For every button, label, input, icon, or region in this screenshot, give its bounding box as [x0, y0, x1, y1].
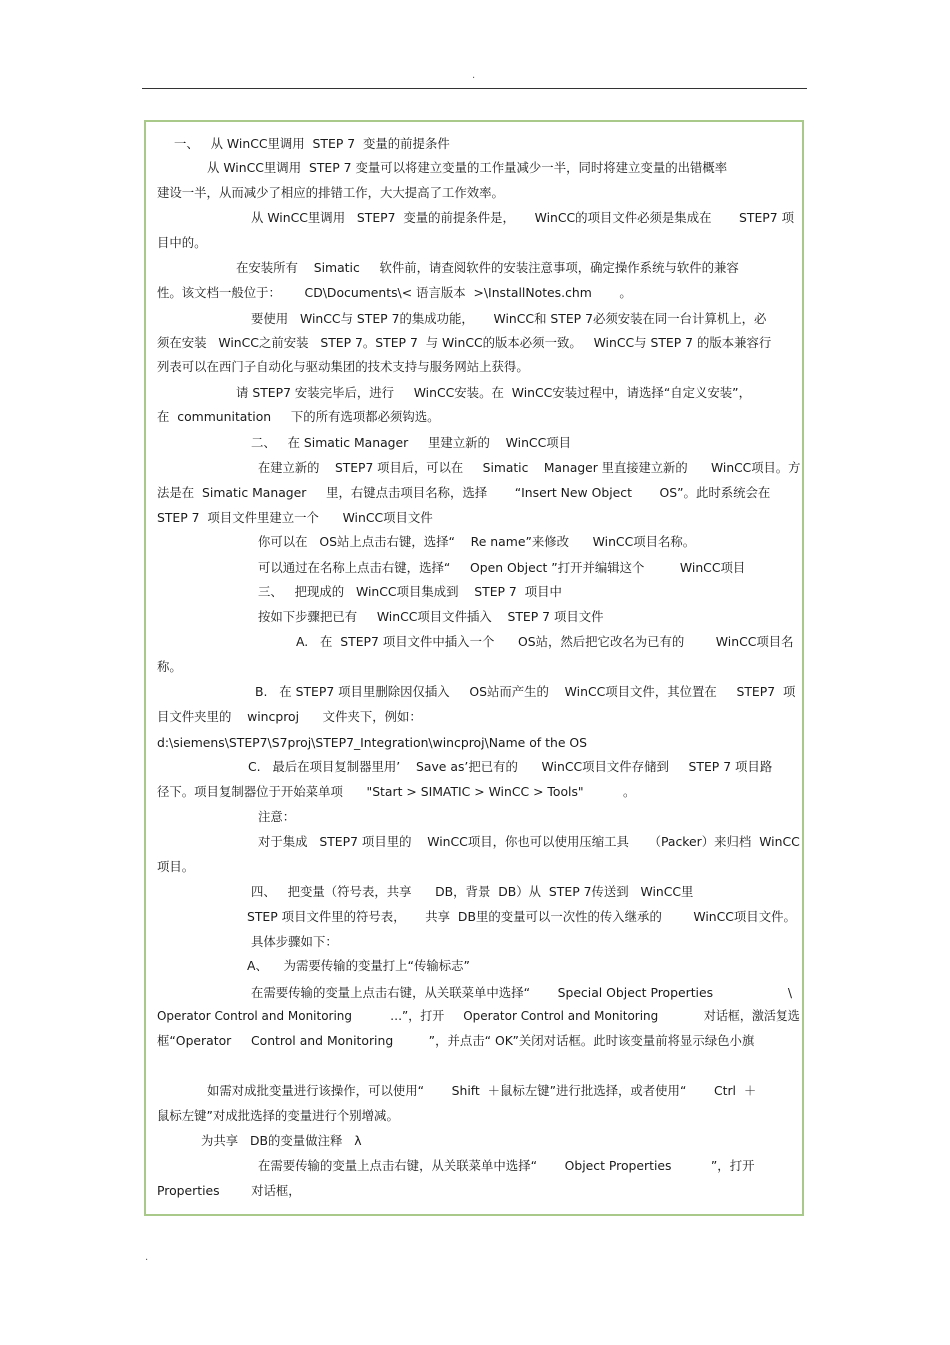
step-c: C. 最后在项目复制器里用’ Save as’把已有的 WinCC项目文件存储到 STEP 7 项目路 — [248, 759, 773, 774]
text-line: 性。该文档一般位于： CD\Documents\< 语言版本 >\InstallNotes.chm 。 — [157, 285, 632, 300]
text-line: 可以通过在名称上点击右键，选择“ Open Object ”打开并编辑这个 WinCC项目 — [258, 560, 746, 575]
text-line: 目中的。 — [157, 235, 207, 250]
text-line: 如需对成批变量进行该操作，可以使用“ Shift ＋鼠标左键”进行批选择，或者使用“ Ctrl ＋ — [207, 1083, 757, 1098]
heading-1: 一、 从 WinCC里调用 STEP 7 变量的前提条件 — [174, 136, 450, 151]
text-line: 在需要传输的变量上点击右键，从关联菜单中选择“ Special Object Properties \ — [251, 985, 793, 1000]
footer-mark: . — [145, 1252, 149, 1263]
text-line: 称。 — [157, 659, 182, 674]
text-line: 在需要传输的变量上点击右键，从关联菜单中选择“ Object Properties ”，打开 — [258, 1158, 755, 1173]
text-line: 为共享 DB的变量做注释 λ — [201, 1133, 362, 1148]
text-line: 在建立新的 STEP7 项目后，可以在 Simatic Manager 里直接建立新的 WinCC项目。方 — [258, 460, 801, 475]
heading-2: 二、 在 Simatic Manager 里建立新的 WinCC项目 — [251, 435, 572, 450]
text-line: 要使用 WinCC与 STEP 7的集成功能， WinCC和 STEP 7必须安装在同一台计算机上，必 — [251, 311, 767, 326]
step-a: A. 在 STEP7 项目文件中插入一个 OS站，然后把它改名为已有的 WinCC项目名 — [296, 634, 794, 649]
step-a-transfer: A、 为需要传输的变量打上“传输标志” — [247, 958, 470, 973]
text-line: 径下。项目复制器位于开始菜单项 "Start > SIMATIC > WinCC > Tools" 。 — [157, 784, 636, 799]
text-line: 框“Operator Control and Monitoring ”，并点击“ OK”关闭对话框。此时该变量前将显示绿色小旗 — [157, 1033, 755, 1048]
text-line: STEP 项目文件里的符号表， 共享 DB里的变量可以一次性的传入继承的 WinCC项目文件。 — [247, 909, 796, 924]
text-line: 在安装所有 Simatic 软件前，请查阅软件的安装注意事项，确定操作系统与软件的兼容 — [236, 260, 739, 275]
text-line: 请 STEP7 安装完毕后，进行 WinCC安装。在 WinCC安装过程中，请选择“自定义安装”， — [236, 385, 751, 400]
text-line: 法是在 Simatic Manager 里，右键点击项目名称，选择 “Insert New Object OS”。此时系统会在 — [157, 485, 771, 500]
header-rule — [142, 88, 807, 89]
text-line: 目文件夹里的 wincproj 文件夹下，例如： — [157, 709, 422, 724]
text-line: 列表可以在西门子自动化与驱动集团的技术支持与服务网站上获得。 — [157, 359, 529, 374]
path-example: d:\siemens\STEP7\S7proj\STEP7_Integration\wincproj\Name of the OS — [157, 735, 587, 750]
step-b: B. 在 STEP7 项目里删除因仅插入 OS站而产生的 WinCC项目文件，其位置在 STEP7 项 — [255, 684, 796, 699]
header-mark: . — [472, 70, 476, 81]
heading-4: 四、 把变量（符号表，共享 DB，背景 DB）从 STEP 7传送到 WinCC里 — [251, 884, 694, 899]
text-line: Operator Control and Monitoring …”，打开 Operator Control and Monitoring 对话框，激活复选 — [157, 1008, 800, 1023]
text-line: STEP 7 项目文件里建立一个 WinCC项目文件 — [157, 510, 433, 525]
text-line: Properties 对话框， — [157, 1183, 301, 1198]
text-line: 对于集成 STEP7 项目里的 WinCC项目，你也可以使用压缩工具 （Packer）来归档 WinCC — [258, 834, 800, 849]
text-line: 具体步骤如下： — [251, 934, 338, 949]
text-line: 按如下步骤把已有 WinCC项目文件插入 STEP 7 项目文件 — [258, 609, 604, 624]
text-line: 从 WinCC里调用 STEP7 变量的前提条件是， WinCC的项目文件必须是集成在 STEP7 项 — [251, 210, 794, 225]
text-line: 在 communitation 下的所有选项都必须钩选。 — [157, 409, 440, 424]
text-line: 须在安装 WinCC之前安装 STEP 7。STEP 7 与 WinCC的版本必须一致。 WinCC与 STEP 7 的版本兼容行 — [157, 335, 772, 350]
note-label: 注意： — [258, 809, 296, 824]
heading-3: 三、 把现成的 WinCC项目集成到 STEP 7 项目中 — [258, 584, 562, 599]
text-line: 从 WinCC里调用 STEP 7 变量可以将建立变量的工作量减少一半，同时将建立变量的出错概率 — [207, 160, 728, 175]
text-line: 建设一半，从而减少了相应的排错工作，大大提高了工作效率。 — [157, 185, 504, 200]
text-line: 你可以在 OS站上点击右键，选择“ Re name”来修改 WinCC项目名称。 — [258, 534, 696, 549]
text-line: 项目。 — [157, 859, 195, 874]
text-line: 鼠标左键”对成批选择的变量进行个别增减。 — [157, 1108, 399, 1123]
